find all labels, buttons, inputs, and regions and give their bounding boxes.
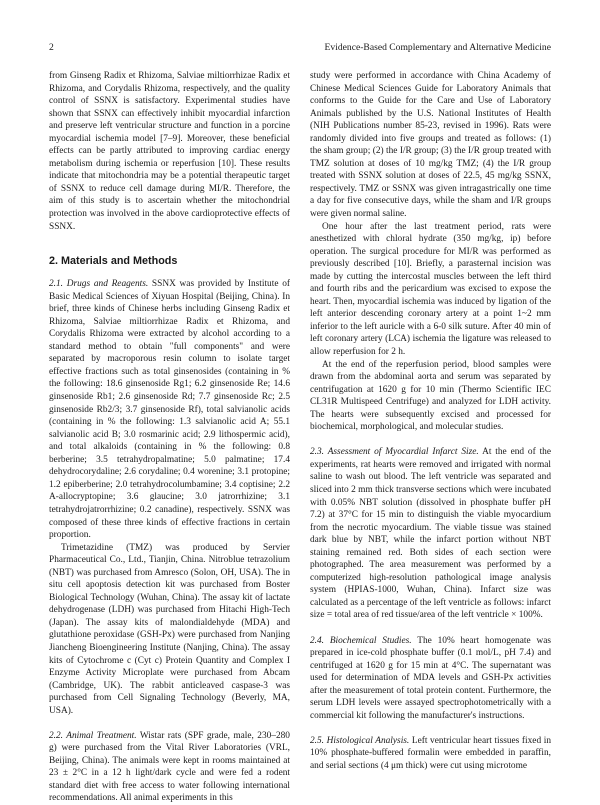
histo-paragraph <box>310 735 551 773</box>
infarct-text: At the end of the experiments, rat hearts were removed and irrigated with normal saline to wash out blood. The left ventricle was separated and sliced into 2 mm thick transverse sections which were incubated with 0.05% NBT solution (dissolved in phosphate buffer pH 7.2) at 37°C for 15 min to distinguish the viable myocardium from the necrotic myocardium. The viable tissue was stained dark blue by NBT, while the infarct portion without NBT staining remained red. Both sides of each section were photographed. The area measurement was performed by a computerized high-resolution pathological image analysis system (HPIAS-1000, Wuhan, China). Infarct size was calculated as a percentage of the left ventricle as follows: infarct size = total area of red tissue/area of the left ventricle × 100%. <box>310 447 551 621</box>
surgery-paragraph: One hour after the last treatment period, rats were anesthetized with chloral hydrate (350 mg/kg, ip) before operation. The surgical procedure for MI/R was performed as previously described [10]. Briefly, a parasternal incision was made by cutting the intercostal muscles between the left third and fourth ribs and the pericardium was excised to expose the heart. Then, myocardial ischemia was induced by ligation of the left anterior descending coronary artery at a point 1~2 mm inferior to the left auricle with a 6-0 silk suture. After 40 min of left coronary artery (LCA) ischemia the ligature was released to allow reperfusion for 2 h. <box>310 221 551 358</box>
animal-text: Wistar rats (SPF grade, male, 230–280 g) were purchased from the Vital River Laboratories (VRL, Beijing, China). The animals were kept in rooms maintained at 23 ± 2°C in a 12 h light/dark cycle and were fed a rodent standard diet with free access to water following international recommendations. All animal experiments in this <box>49 730 290 804</box>
drugs-text: SSNX was provided by Institute of Basic Medical Sciences of Xiyuan Hospital (Beijing, China). In brief, three kinds of Chinese herbs including Ginseng Radix et Rhizoma, Salviae miltiorrhizae Radix et Rhizoma, and Corydalis Rhizoma were extracted by alcohol according to a standard method to obtain "full components" and were separated by macroporous resin column to isolate target effective fractions such as total ginsenosides (containing in % the following: 18.6 ginsenoside Rg1; 6.2 ginsenoside Re; 14.6 ginsenoside Rb1; 2.6 ginsenoside Rd; 7.7 ginsenoside Rc; 2.5 ginsenoside Rb2/3; 3.7 ginsenoside Rf), total salvianolic acids (containing in % the following: 1.3 salvianolic acid A; 55.1 salvianolic acid B; 3.0 rosmarinic acid; 2.9 lithospermic acid), and total alkaloids (containing in % the following: 0.8 berberine; 3.5 tetrahydropalmatine; 5.0 palmatine; 17.4 dehydrocorydaline; 2.6 corydaline; 0.4 worenine; 3.1 protopine; 1.2 epiberberine; 2.0 tetrahydrocolumbamine; 3.4 coptisine; 2.2 A-allocryptopine; 3.6 glaucine; 3.0 jatrorrhizine; 3.1 tetrahydrojatrorrhizine; 0.2 canadine), respectively. SSNX was composed of these three kinds of effective fractions in certain proportion. <box>49 279 290 541</box>
biochem-text: The 10% heart homogenate was prepared in ice-cold phosphate buffer (0.1 mol/L, pH 7.4) and centrifuged at 1620 g for 15 min at 4°C. The supernatant was used for determination of MDA levels and GSH-Px activities after the measurement of total protein content. Furthermore, the serum LDH levels were assayed spectrophotometrically with a commercial kit following the manufacturer's instructions. <box>310 635 551 721</box>
biochem-paragraph <box>310 635 551 723</box>
intro-paragraph: from Ginseng Radix et Rhizoma, Salviae miltiorrhizae Radix et Rhizoma, and Corydalis Rhizoma, respectively, and the quality control of SSNX is satisfactory. Experimental studies have shown that SSNX can effectively inhibit myocardial infarction and preserve left ventricular structure and function in a porcine myocardial ischemia model [7–9]. Moreover, these beneficial effects can be partly attributed to improving cardiac energy metabolism during ischemia or reperfusion [10]. These results indicate that mitochondria may be a potential therapeutic target of SSNX to reduce cell damage during MI/R. Therefore, the aim of this study is to ascertain whether the mitochondrial protection was involved in the above cardioprotective effects of SSNX. <box>49 71 290 232</box>
reperfusion-paragraph: At the end of the reperfusion period, blood samples were drawn from the abdominal aorta and serum was separated by centrifugation at 1620 g for 10 min (Thermo Scientific IEC CL31R Multispeed Centrifuge) and analyzed for LDH activity. The hearts were subsequently excised and processed for biochemical, morphological, and molecular studies. <box>310 359 551 433</box>
journal-title: Evidence-Based Complementary and Alternative Medicine <box>324 42 551 53</box>
animal-subheading: 2.2. Animal Treatment. <box>49 730 137 741</box>
infarct-subheading: 2.3. Assessment of Myocardial Infarct Size. <box>310 447 479 458</box>
drugs-paragraph <box>49 278 290 541</box>
drugs-subheading: 2.1. Drugs and Reagents. <box>49 279 149 290</box>
section-heading: 2. Materials and Methods <box>49 255 178 268</box>
biochem-subheading: 2.4. Biochemical Studies. <box>310 635 412 646</box>
tmz-paragraph: Trimetazidine (TMZ) was produced by Servier Pharmaceutical Co., Ltd., Tianjin, China. Nitroblue tetrazolium (NBT) was purchased from Amresco (Solon, OH, USA). The in situ cell apoptosis detection kit was purchased from Boster Biological Technology (Wuhan, China). The assay kit of lactate dehydrogenase (LDH) was purchased from Hitachi High-Tech (Japan). The assay kits of malondialdehyde (MDA) and glutathione peroxidase (GSH-Px) were purchased from Nanjing Jiancheng Bioengineering Institute (Nanjing, China). The assay kits of Cytochrome c (Cyt c) Protein Quantity and Complex I Enzyme Activity Microplate were purchased from Abcam (Cambridge, UK). The rabbit anticleaved caspase-3 was purchased from Cell Signaling Technology (Beverly, MA, USA). <box>49 542 290 716</box>
right-column <box>310 70 551 772</box>
page-header <box>49 42 551 56</box>
infarct-paragraph <box>310 446 551 622</box>
histo-text: Left ventricular heart tissues fixed in 10% phosphate-buffered formalin were embedded in paraffin, and serial sections (4 μm thick) were cut using microtome <box>310 735 552 771</box>
continued-paragraph: study were performed in accordance with China Academy of Chinese Medical Sciences Guide for Laboratory Animals that conforms to the Guide for the Care and Use of Laboratory Animals published by the U.S. National Institutes of Health (NIH Publications number 85-23, revised in 1996). Rats were randomly divided into five groups and treated as follows: (1) the sham group; (2) the I/R group; (3) the I/R group treated with TMZ solution at doses of 10 mg/kg TMZ; (4) the I/R group treated with SSNX solution at doses of 22.5, 45 mg/kg SSNX, respectively. TMZ or SSNX was given intragastrically one time a day for five consecutive days, while the sham and I/R groups were given normal saline. <box>310 71 551 220</box>
page-number: 2 <box>49 42 54 53</box>
left-column <box>49 70 290 805</box>
animal-paragraph <box>49 730 290 805</box>
histo-subheading: 2.5. Histological Analysis. <box>310 735 410 746</box>
